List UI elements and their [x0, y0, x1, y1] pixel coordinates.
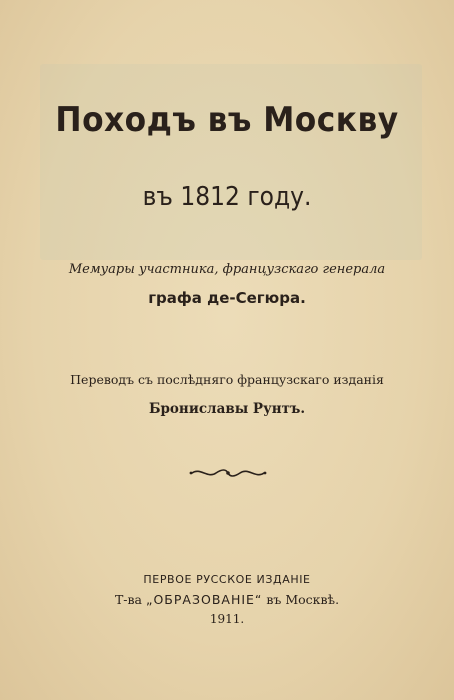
memoirs-line: Мемуары участника, французскаго генерала	[68, 262, 386, 277]
bleed-through-shadow	[40, 64, 422, 260]
decorative-divider-icon	[188, 466, 268, 480]
publisher-prefix: Т-ва	[114, 592, 142, 607]
book-subtitle: въ 1812 году.	[142, 182, 312, 212]
publisher-line	[0, 592, 454, 607]
translation-line: Переводъ съ послѣдняго французскаго изданія	[70, 372, 384, 387]
edition-line: ПЕРВОЕ РУССКОЕ ИЗДАНІЕ	[143, 573, 311, 586]
author-name: графа де-Сегюра.	[148, 289, 306, 307]
publisher-name: „ОБРАЗОВАНІЕ“	[145, 592, 263, 607]
publication-year: 1911.	[209, 612, 245, 626]
translator-name: Брониславы Рунтъ.	[148, 401, 306, 417]
book-title: Походъ въ Москву	[55, 100, 399, 140]
publisher-suffix: въ Москвѣ.	[266, 592, 340, 607]
